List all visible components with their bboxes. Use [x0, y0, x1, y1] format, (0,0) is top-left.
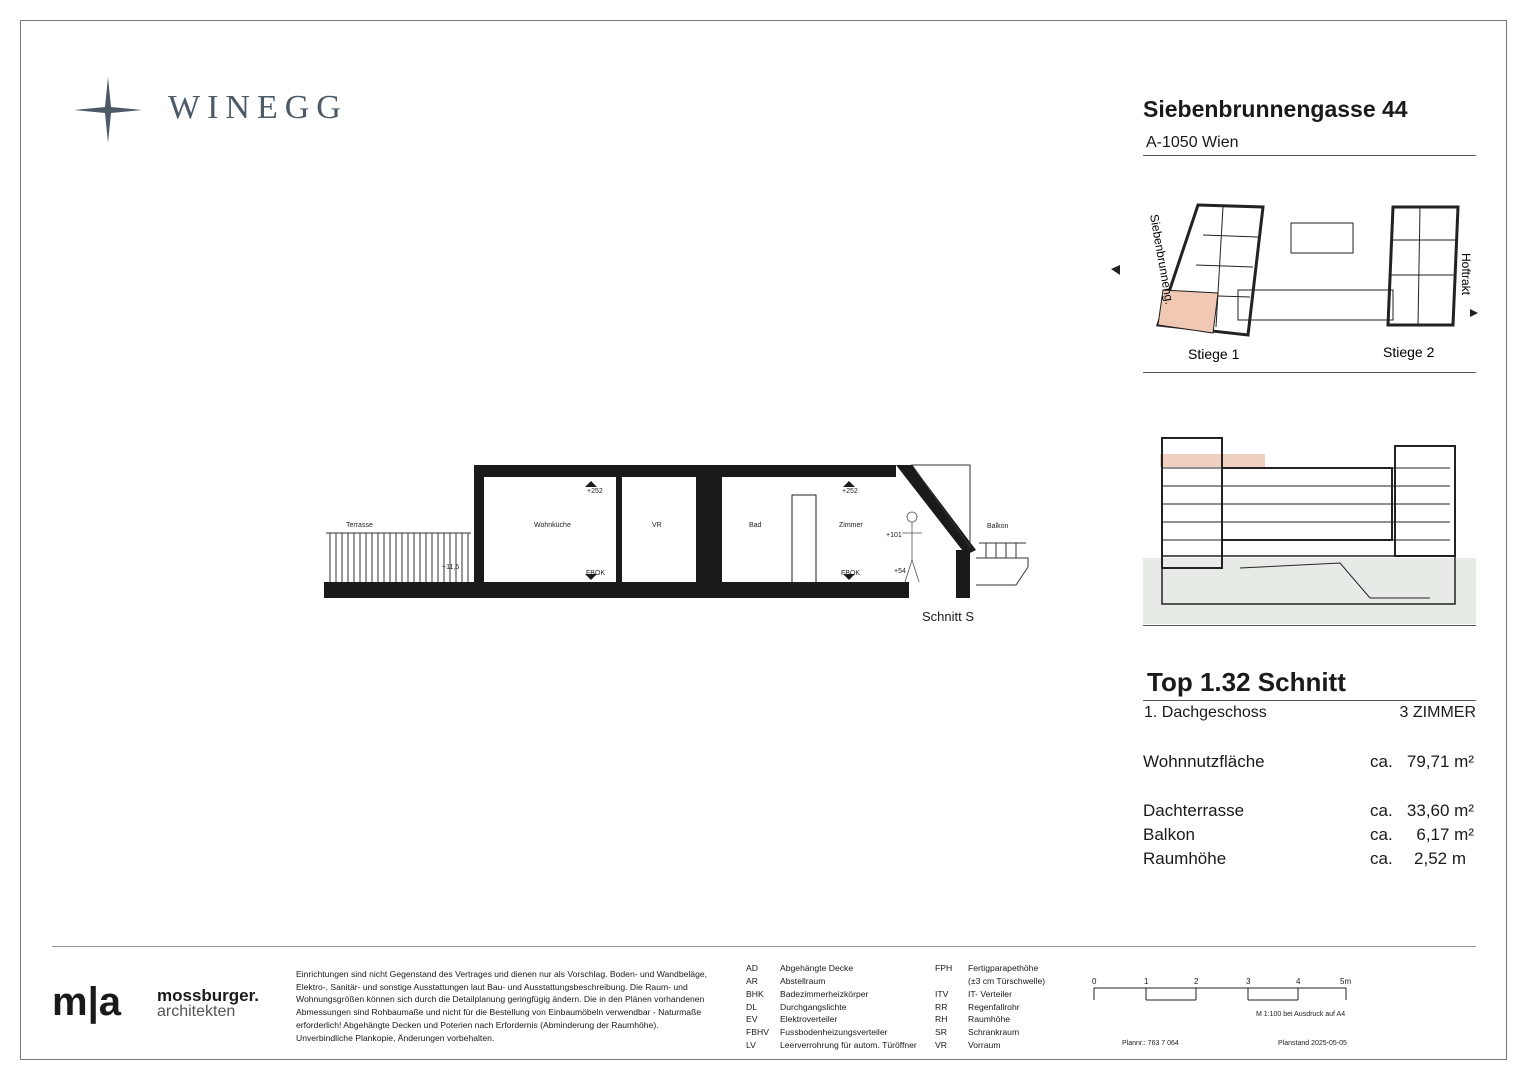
area-value: 2,52 m	[1414, 849, 1466, 868]
scale-tick: 4	[1296, 977, 1301, 986]
level-label: +11,5	[442, 564, 460, 571]
legend-text: Vorraum	[968, 1040, 1001, 1050]
legend-text: Raumhöhe	[968, 1014, 1011, 1024]
divider	[1143, 625, 1476, 626]
compass-star-icon	[72, 75, 144, 145]
level-label: FBOK	[841, 570, 861, 577]
disclaimer-text: Einrichtungen sind nicht Gegenstand des Vertrages und dienen nur als Vorschlag. Boden- und Wandbeläge, Elektro-, Sanitär- und sonstige Ausstattungen laut Bau- und Ausstattungsbeschreibung. Die Raum- und Wohnungsgrößen können sich durch die Detailplanung geringfügig ändern. Die in den Plänen vorhandenen Abmessungen sind Rohbaumaße und nicht für die Bestellung von Einbaumöbeln verwendbar - Naturmaße erforderlich! Abgehängte Decken und Poterien nach Erfordernis (Abminderung der Raumhöhe). Unverbindliche Plankopie, Änderungen vorbehalten.	[296, 969, 708, 1043]
area-approx: ca.	[1370, 752, 1393, 771]
legend-code: BHK	[746, 989, 764, 999]
plan-number: Plannr.: 763 7 064	[1122, 1040, 1179, 1047]
stair-2-label: Stiege 2	[1383, 344, 1435, 360]
legend-text: Fussbodenheizungsverteiler	[780, 1027, 888, 1037]
scale-tick: 2	[1194, 977, 1199, 986]
divider	[1143, 700, 1476, 701]
scale-bar	[1086, 972, 1366, 1052]
legend-code: AD	[746, 963, 758, 973]
legend-text: Abgehängte Decke	[780, 963, 854, 973]
area-approx: ca.	[1370, 825, 1393, 844]
legend-code: FBHV	[746, 1027, 769, 1037]
scale-tick: 5m	[1340, 977, 1352, 986]
footer-divider	[52, 946, 1476, 947]
divider	[1143, 155, 1476, 156]
architect-name: mossburger.	[157, 986, 260, 1005]
street-label: Siebenbrunneng.	[1147, 213, 1177, 306]
unit-floor: 1. Dachgeschoss	[1144, 704, 1267, 721]
legend-text: Durchgangslichte	[780, 1002, 847, 1012]
area-label: Dachterrasse	[1143, 801, 1245, 820]
legend-code: RH	[935, 1014, 948, 1024]
area-label: Wohnnutzfläche	[1143, 752, 1265, 771]
legend-code: VR	[935, 1040, 947, 1050]
legend-text: Regenfallrohr	[968, 1002, 1020, 1012]
room-label-terrasse: Terrasse	[346, 522, 373, 529]
scale-tick: 0	[1092, 977, 1097, 986]
scale-tick: 3	[1246, 977, 1251, 986]
legend-text: Abstellraum	[780, 976, 826, 986]
level-label: +252	[842, 488, 858, 495]
address-city: A-1050 Wien	[1146, 134, 1239, 151]
legend-text: Leerverrohrung für autom. Türöffner	[780, 1040, 917, 1050]
legend-text: Schrankraum	[968, 1027, 1020, 1037]
level-label: +101	[886, 532, 902, 539]
legend-text: Elektroverteiler	[780, 1014, 838, 1024]
architect-logo: m|a	[52, 980, 122, 1024]
legend-code: FPH	[935, 963, 953, 973]
area-approx: ca.	[1370, 801, 1393, 820]
divider	[1143, 372, 1476, 373]
building-elevation	[1140, 428, 1480, 628]
level-label: FBOK	[586, 570, 606, 577]
legend-code: EV	[746, 1014, 758, 1024]
scale-note: M 1:100 bei Ausdruck auf A4	[1256, 1011, 1346, 1018]
room-label-zimmer: Zimmer	[839, 522, 863, 529]
legend-code: SR	[935, 1027, 947, 1037]
area-value: 6,17 m²	[1416, 825, 1474, 844]
area-value: 33,60 m²	[1406, 801, 1474, 820]
legend-code: AR	[746, 976, 758, 986]
plan-date: Planstand 2025-05-05	[1278, 1040, 1347, 1047]
legend-code: DL	[746, 1002, 757, 1012]
legend-text: (±3 cm Türschwelle)	[968, 976, 1046, 986]
scale-tick: 1	[1144, 977, 1149, 986]
brand-logo	[72, 75, 372, 145]
unit-rooms: 3 ZIMMER	[1399, 704, 1476, 721]
unit-title: Top 1.32 Schnitt	[1147, 667, 1346, 697]
section-drawing	[316, 455, 1046, 630]
room-label-balkon: Balkon	[987, 523, 1009, 530]
room-label-vr: VR	[652, 522, 662, 529]
room-label-wohnkueche: Wohnküche	[534, 522, 571, 529]
area-value: 79,71 m²	[1406, 752, 1474, 771]
legend-text: Badezimmerheizkörper	[780, 989, 869, 999]
legend-code: ITV	[935, 989, 949, 999]
architect-subtitle: architekten	[157, 1003, 236, 1020]
legend-code: RR	[935, 1002, 948, 1012]
legend-code: LV	[746, 1040, 756, 1050]
stair-1-label: Stiege 1	[1188, 346, 1240, 362]
section-caption: Schnitt S	[922, 609, 975, 624]
area-label: Raumhöhe	[1143, 849, 1227, 868]
site-plan	[1108, 195, 1493, 370]
legend-text: Fertigparapethöhe	[968, 963, 1039, 973]
room-label-bad: Bad	[749, 522, 762, 529]
address-street: Siebenbrunnengasse 44	[1143, 96, 1408, 122]
area-approx: ca.	[1370, 849, 1393, 868]
courtyard-label: Hoftrakt	[1459, 253, 1473, 296]
level-label: +252	[587, 488, 603, 495]
brand-name: WINEGG	[168, 89, 348, 126]
legend-text: IT- Verteiler	[968, 989, 1012, 999]
level-label: +54	[894, 568, 906, 575]
area-label: Balkon	[1143, 825, 1195, 844]
